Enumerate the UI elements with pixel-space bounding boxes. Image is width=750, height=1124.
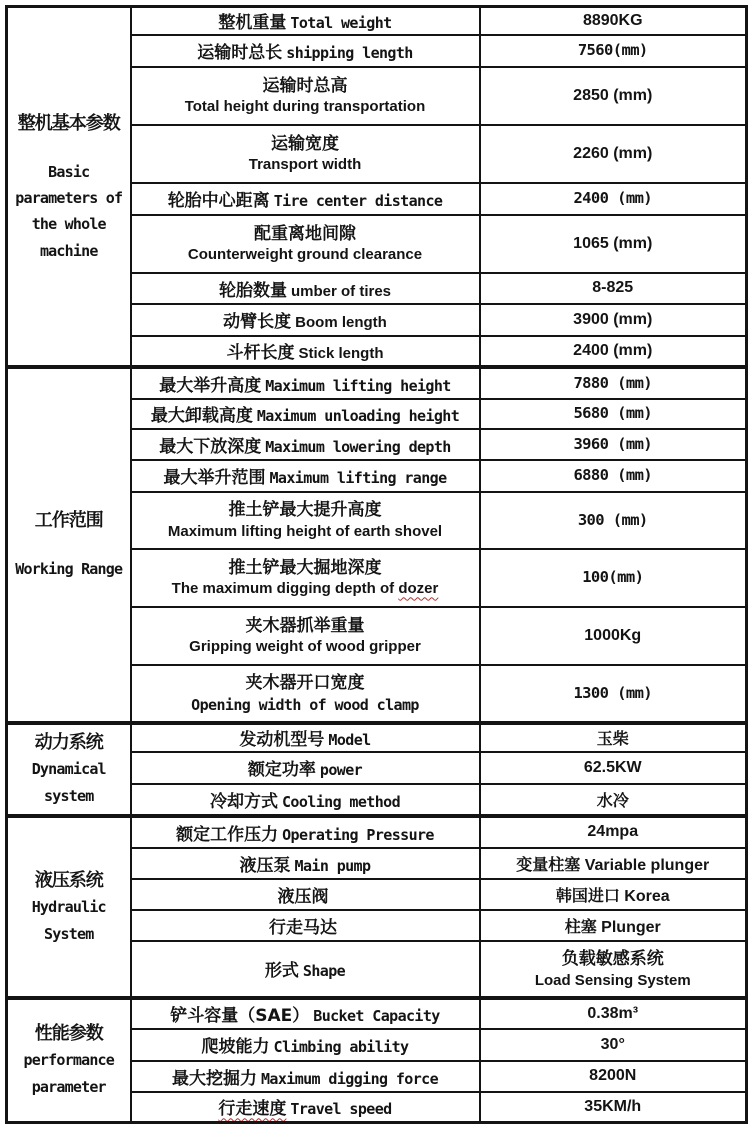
param-cell: 行走马达 [131, 910, 480, 941]
value-cell: 8200N [480, 1061, 747, 1092]
param-cell: 最大下放深度 Maximum lowering depth [131, 429, 480, 460]
param-cell: 动臂长度 Boom length [131, 304, 480, 336]
row-total-weight [7, 7, 747, 35]
value-cell: 水冷 [480, 784, 747, 816]
category-dynamical-system [7, 723, 131, 816]
param-cell: 最大卸载高度 Maximum unloading height [131, 399, 480, 429]
value-cell: 24mpa [480, 816, 747, 848]
category-title-en: Dynamical system [31, 760, 106, 805]
category-title-zh: 动力系统 [34, 732, 103, 753]
param-cell: 爬坡能力 Climbing ability [131, 1029, 480, 1061]
category-title-zh: 液压系统 [34, 869, 103, 891]
category-working-range [7, 367, 131, 723]
category-title-zh: 性能参数 [34, 1023, 103, 1045]
value-cell: 2850 (mm) [480, 67, 747, 125]
param-cell: 整机重量 Total weight [131, 7, 480, 35]
value-cell: 30° [480, 1029, 747, 1061]
param-cell: 斗杆长度 Stick length [131, 336, 480, 367]
value-cell: 1300 (mm) [480, 665, 747, 723]
category-title-en: performance parameter [23, 1051, 115, 1097]
param-cell: 铲斗容量（SAE） Bucket Capacity [131, 998, 480, 1029]
param-cell: 额定功率 power [131, 752, 480, 784]
value-cell: 变量柱塞 Variable plunger [480, 848, 747, 879]
value-cell: 1000Kg [480, 607, 747, 665]
param-cell: 推土铲最大提升高度 Maximum lifting height of earth shovel [131, 492, 480, 549]
param-cell: 运输时总长 shipping length [131, 35, 480, 67]
value-cell: 柱塞 Plunger [480, 910, 747, 941]
value-cell: 8-825 [480, 273, 747, 304]
param-cell: 推土铲最大掘地深度 The maximum digging depth of dozer [131, 549, 480, 607]
param-cell: 冷却方式 Cooling method [131, 784, 480, 816]
param-cell: 配重离地间隙 Counterweight ground clearance [131, 215, 480, 273]
value-cell: 2400 (mm) [480, 183, 747, 215]
param-cell: 夹木器抓举重量 Gripping weight of wood gripper [131, 607, 480, 665]
value-cell: 7560(mm) [480, 35, 747, 67]
param-cell: 行走速度 Travel speed [131, 1092, 480, 1123]
value-cell: 0.38m³ [480, 998, 747, 1029]
value-cell: 100(mm) [480, 549, 747, 607]
row-engine-model [7, 723, 747, 752]
param-cell: 最大举升高度 Maximum lifting height [131, 367, 480, 399]
value-cell: 韩国进口 Korea [480, 879, 747, 910]
param-cell: 额定工作压力 Operating Pressure [131, 816, 480, 848]
value-cell: 8890KG [480, 7, 747, 35]
spec-table [5, 5, 748, 1124]
category-title-zh: 整机基本参数 [17, 112, 120, 134]
value-cell: 35KM/h [480, 1092, 747, 1123]
value-cell: 1065 (mm) [480, 215, 747, 273]
param-cell: 夹木器开口宽度 Opening width of wood clamp [131, 665, 480, 723]
row-bucket-capacity [7, 998, 747, 1029]
param-cell: 最大挖掘力 Maximum digging force [131, 1061, 480, 1092]
param-cell: 液压泵 Main pump [131, 848, 480, 879]
value-cell: 62.5KW [480, 752, 747, 784]
row-max-lifting-height [7, 367, 747, 399]
value-cell: 2400 (mm) [480, 336, 747, 367]
row-operating-pressure [7, 816, 747, 848]
value-cell: 玉柴 [480, 723, 747, 752]
value-cell: 5680 (mm) [480, 399, 747, 429]
param-cell: 液压阀 [131, 879, 480, 910]
param-cell: 发动机型号 Model [131, 723, 480, 752]
param-cell: 运输宽度 Transport width [131, 125, 480, 183]
misspelled-word: dozer [398, 580, 439, 598]
category-hydraulic-system [7, 816, 131, 998]
param-cell: 轮胎数量 umber of tires [131, 273, 480, 304]
value-cell: 3900 (mm) [480, 304, 747, 336]
param-cell: 最大举升范围 Maximum lifting range [131, 460, 480, 492]
value-cell: 300 (mm) [480, 492, 747, 549]
category-title-en: Working Range [15, 560, 123, 579]
category-title-en: Basic parameters of the whole machine [15, 162, 123, 260]
param-cell: 形式 Shape [131, 941, 480, 998]
value-cell: 2260 (mm) [480, 125, 747, 183]
value-cell: 7880 (mm) [480, 367, 747, 399]
param-cell: 轮胎中心距离 Tire center distance [131, 183, 480, 215]
value-cell: 负载敏感系统 Load Sensing System [480, 941, 747, 998]
value-cell: 6880 (mm) [480, 460, 747, 492]
param-cell: 运输时总高 Total height during transportation [131, 67, 480, 125]
category-performance-parameter [7, 998, 131, 1123]
category-title-en: Hydraulic System [31, 897, 106, 943]
value-cell: 3960 (mm) [480, 429, 747, 460]
category-title-zh: 工作范围 [34, 510, 103, 532]
category-basic-parameters [7, 7, 131, 367]
